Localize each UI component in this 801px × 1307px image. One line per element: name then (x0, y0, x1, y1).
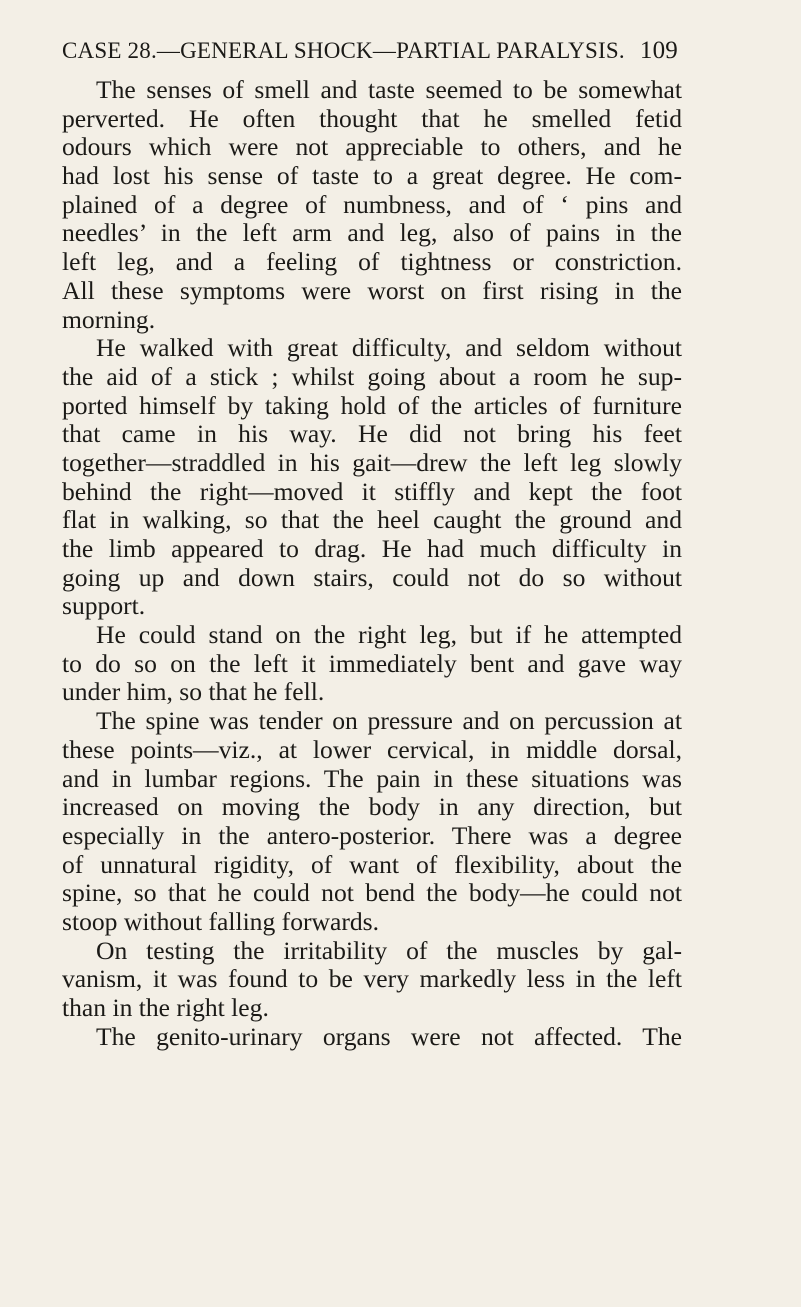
text-line: The spine was tender on pressure and on percussion at (96, 706, 682, 736)
text-line: stoop without falling forwards. (62, 906, 380, 936)
text-line: than in the right leg. (62, 993, 269, 1022)
text-line: ported himself by taking hold of the articles of furniture (62, 390, 682, 420)
text-line: The senses of smell and taste seemed to be somewhat (96, 75, 682, 104)
text-line: morning. (62, 304, 156, 334)
text-line: had lost his sense of taste to a great degree. He com- (62, 161, 682, 191)
text-line: the limb appeared to drag. He had much difficulty in (62, 534, 682, 563)
running-title: CASE 28.—GENERAL SHOCK—PARTIAL PARALYSIS. (62, 38, 625, 63)
text-line: to do so on the left it immediately bent and gave way (62, 648, 682, 678)
text-line: increased on moving the body in any direction, but (62, 792, 682, 822)
text-line: vanism, it was found to be very markedly less in the left (62, 964, 682, 994)
text-line: that came in his way. He did not bring his feet (62, 419, 682, 449)
text-line: support. (62, 591, 146, 621)
text-line: The genito-urinary organs were not affected. The (96, 1021, 682, 1051)
text-line: odours which were not appreciable to others, and he (62, 132, 682, 162)
text-line: On testing the irritability of the muscles by gal- (96, 935, 682, 965)
running-head (62, 34, 678, 68)
text-line: perverted. He often thought that he smelled fetid (62, 103, 682, 133)
text-line: and in lumbar regions. The pain in these situations was (62, 763, 682, 793)
text-line: He could stand on the right leg, but if he attempted (96, 620, 682, 650)
text-line: spine, so that he could not bend the body—he could not (62, 878, 682, 908)
text-line: under him, so that he fell. (62, 677, 325, 707)
text-line: needles’ in the left arm and leg, also of pains in the (62, 218, 682, 248)
text-line: these points—viz., at lower cervical, in middle dorsal, (62, 734, 682, 764)
text-line: going up and down stairs, could not do so without (62, 562, 682, 592)
text-line: behind the right—moved it stiffly and kept the foot (62, 476, 682, 506)
page-number: 109 (639, 37, 678, 64)
text-line: especially in the antero-posterior. There was a degree (62, 820, 682, 850)
text-line: the aid of a stick ; whilst going about a room he sup- (62, 361, 682, 391)
text-line: together—straddled in his gait—drew the left leg slowly (62, 447, 682, 477)
body-text (62, 76, 682, 1051)
text-line: He walked with great difficulty, and seldom without (96, 333, 682, 363)
text-line: plained of a degree of numbness, and of ‘ pins and (62, 189, 682, 219)
text-line: left leg, and a feeling of tightness or constriction. (62, 247, 682, 277)
text-line: of unnatural rigidity, of want of flexibility, about the (62, 849, 682, 879)
text-line: All these symptoms were worst on first rising in the (62, 275, 682, 305)
text-line: flat in walking, so that the heel caught the ground and (62, 505, 682, 535)
